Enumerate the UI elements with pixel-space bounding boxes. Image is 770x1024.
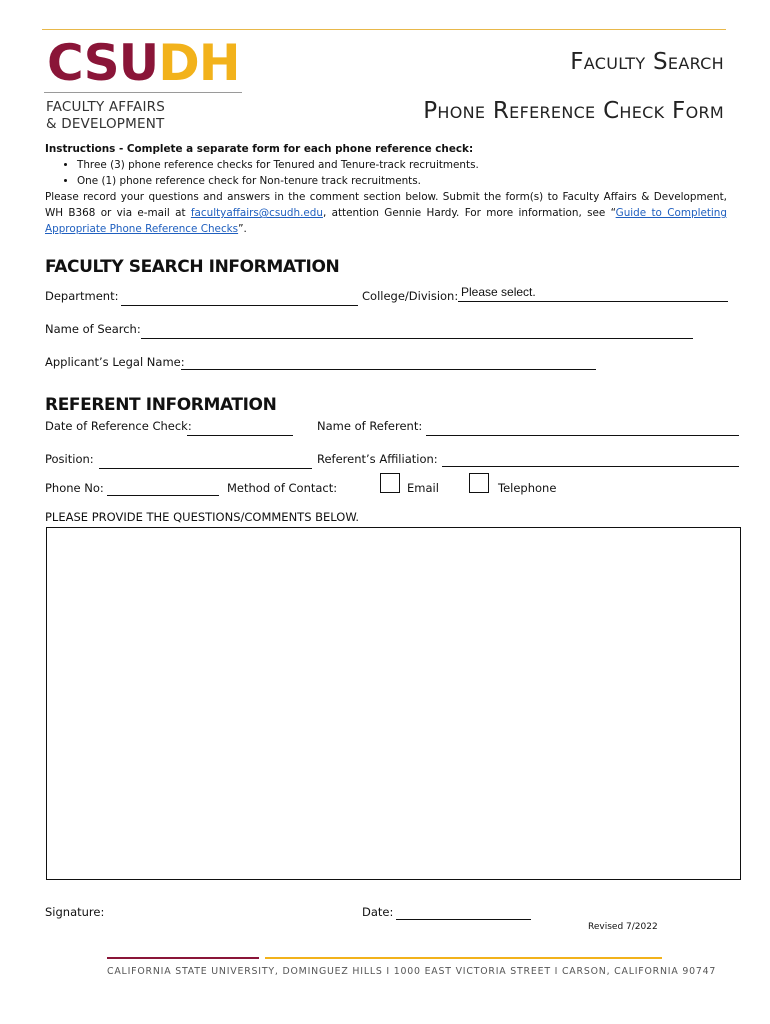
faculty-search-heading: FACULTY SEARCH INFORMATION bbox=[45, 257, 340, 277]
footer-bar-maroon bbox=[107, 957, 259, 959]
instructions bbox=[45, 141, 727, 237]
logo-subtitle-line1: FACULTY AFFAIRS bbox=[46, 99, 165, 115]
csudh-logo: CSUDH bbox=[47, 34, 240, 92]
comments-textarea[interactable] bbox=[46, 527, 741, 880]
signature-date-field[interactable] bbox=[396, 919, 531, 920]
guide-link[interactable]: Guide to Completing Appropriate Phone Reference Checks bbox=[45, 207, 727, 235]
department-label: Department: bbox=[45, 289, 119, 303]
affiliation-label: Referent’s Affiliation: bbox=[317, 452, 438, 466]
department-field[interactable] bbox=[121, 305, 358, 306]
date-of-check-label: Date of Reference Check: bbox=[45, 419, 192, 433]
instructions-list bbox=[45, 157, 727, 189]
signature-date-label: Date: bbox=[362, 905, 394, 919]
logo-subtitle-line2: & DEVELOPMENT bbox=[46, 116, 165, 132]
search-name-field[interactable] bbox=[141, 338, 693, 339]
instructions-heading: Instructions - Complete a separate form for each phone reference check: bbox=[45, 143, 474, 155]
position-label: Position: bbox=[45, 452, 94, 466]
revised-note: Revised 7/2022 bbox=[588, 922, 658, 932]
logo-divider bbox=[44, 92, 242, 93]
affiliation-field[interactable] bbox=[442, 466, 739, 467]
email-checkbox[interactable] bbox=[380, 473, 400, 493]
telephone-checkbox[interactable] bbox=[469, 473, 489, 493]
position-field[interactable] bbox=[99, 468, 312, 469]
search-name-label: Name of Search: bbox=[45, 322, 141, 336]
footer-bar-gold bbox=[265, 957, 662, 959]
form-title-line1: Faculty Search bbox=[570, 49, 724, 75]
email-option-label: Email bbox=[407, 481, 439, 495]
instructions-bullet: • Three (3) phone reference checks for Tenured and Tenure-track recruitments. bbox=[77, 157, 727, 173]
signature-label: Signature: bbox=[45, 905, 105, 919]
comments-label: PLEASE PROVIDE THE QUESTIONS/COMMENTS BELOW. bbox=[45, 510, 360, 524]
referent-name-field[interactable] bbox=[426, 435, 739, 436]
telephone-option-label: Telephone bbox=[498, 481, 557, 495]
email-link[interactable]: facultyaffairs@csudh.edu bbox=[190, 207, 323, 219]
form-title-line2: Phone Reference Check Form bbox=[423, 98, 724, 124]
phone-field[interactable] bbox=[107, 495, 219, 496]
instructions-paragraph: Please record your questions and answers in the comment section below. Submit the form(s) to Faculty Affairs & Development, WH B368 or via e-mail at facultyaffairs@csudh.edu, attention Gennie Hardy. For more information, see “Guide to Completing Appropriate Phone Reference Checks”. bbox=[45, 191, 727, 235]
college-field-line bbox=[458, 301, 728, 302]
date-of-check-field[interactable] bbox=[187, 435, 293, 436]
footer-address: CALIFORNIA STATE UNIVERSITY, DOMINGUEZ HILLS I 1000 EAST VICTORIA STREET I CARSON, CALIFORNIA 90747 bbox=[107, 966, 717, 977]
method-label: Method of Contact: bbox=[227, 481, 338, 495]
referent-name-label: Name of Referent: bbox=[317, 419, 423, 433]
applicant-name-field[interactable] bbox=[181, 369, 596, 370]
instructions-bullet: • One (1) phone reference check for Non-tenure track recruitments. bbox=[77, 173, 727, 189]
top-rule bbox=[42, 29, 726, 30]
phone-label: Phone No: bbox=[45, 481, 104, 495]
referent-heading: REFERENT INFORMATION bbox=[45, 395, 277, 415]
college-select[interactable]: Please select. bbox=[461, 285, 536, 299]
applicant-label: Applicant’s Legal Name: bbox=[45, 355, 185, 369]
college-label: College/Division: bbox=[362, 289, 459, 303]
